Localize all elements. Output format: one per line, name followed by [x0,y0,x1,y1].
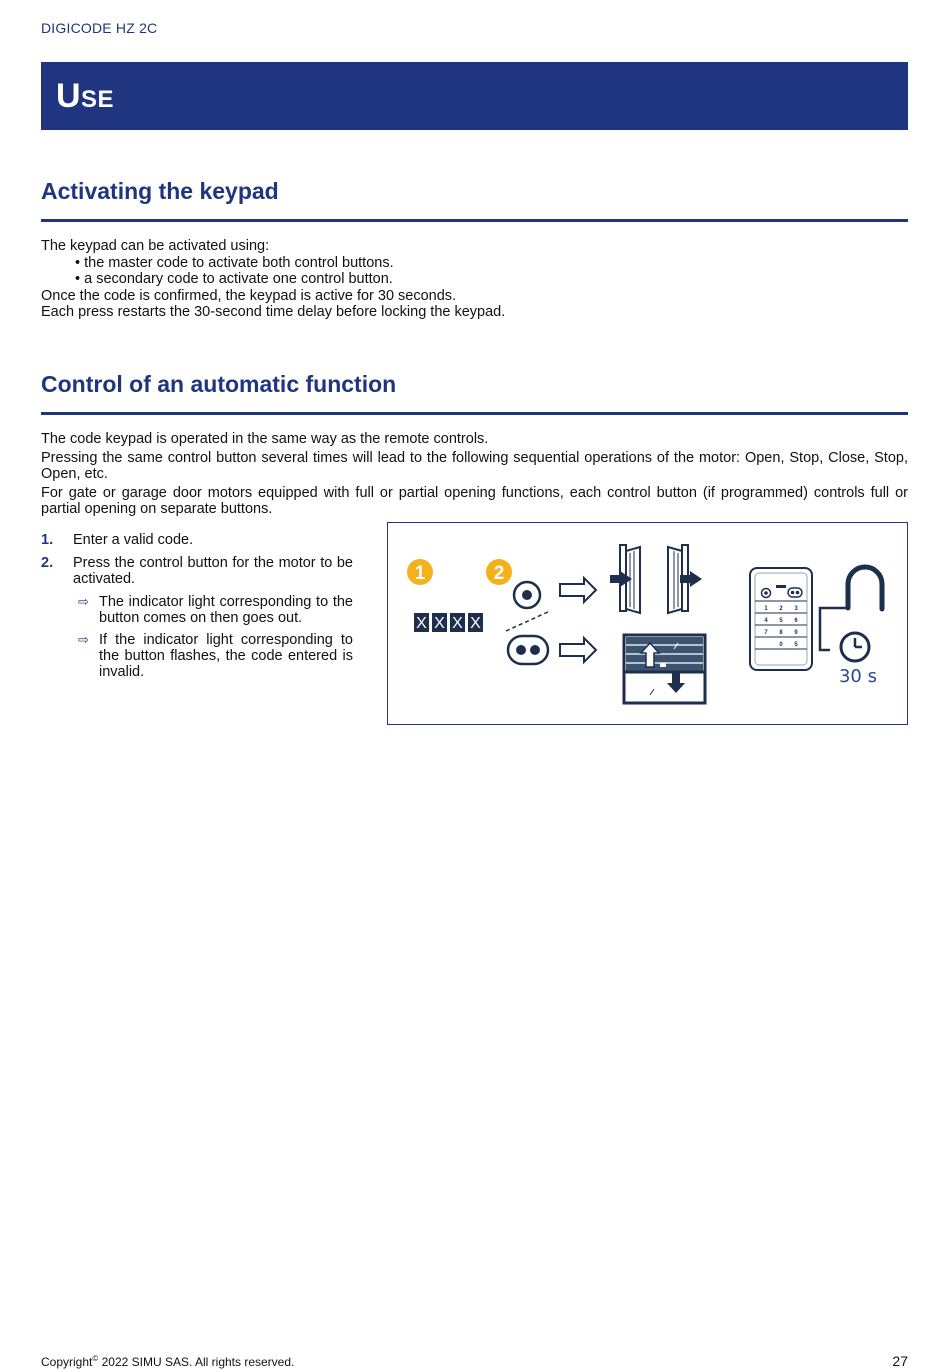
garage-door-icon [624,635,705,703]
document-header: DIGICODE HZ 2C [41,20,158,36]
keypad-device-icon [750,568,812,670]
banner-title: Use [56,77,115,115]
outline-arrow-icon [560,638,596,662]
dashed-divider [506,611,550,631]
control-text [41,431,908,518]
step-1 [41,532,353,548]
double-button-icon [508,636,548,664]
substep-text: If the indicator light corresponding to the button flashes, the code entered is invalid. [99,632,353,680]
svg-text:8: 8 [779,630,783,636]
timer-label: 30 s [838,666,878,687]
activating-intro: The keypad can be activated using: [41,238,270,254]
svg-text:1: 1 [414,563,426,584]
svg-text:4: 4 [764,618,768,624]
step-number: 1. [41,532,54,548]
swing-gate-icon [610,545,702,613]
step-2 [41,555,353,587]
section-title-control: Control of an automatic function [41,371,397,397]
copyright-holder: 2022 SIMU SAS. All rights reserved. [98,1355,295,1369]
bullet-secondary-code: • a secondary code to activate one control button. [75,271,393,287]
code-entry-boxes [414,613,483,632]
padlock-timer-icon [820,567,882,661]
activating-text [41,238,908,321]
operation-illustration [387,522,908,725]
substep-2 [41,632,353,680]
svg-text:X: X [434,615,445,632]
activating-line-1: Once the code is confirmed, the keypad is active for 30 seconds. [41,287,457,304]
step-text: Press the control button for the motor to be activated. [73,555,353,587]
steps-list [41,532,353,686]
svg-text:6: 6 [794,618,798,624]
section-banner [41,62,908,130]
section-rule [41,219,908,222]
svg-text:X: X [470,615,481,632]
svg-text:5: 5 [779,618,783,624]
section-rule [41,412,908,415]
svg-text:1: 1 [764,606,768,612]
outline-arrow-icon [560,578,596,602]
illustration-svg [388,523,909,726]
svg-text:2: 2 [779,606,783,612]
copyright-text: Copyright [41,1355,93,1369]
svg-text:X: X [452,615,463,632]
arrow-icon: ⇨ [78,594,89,609]
svg-text:9: 9 [794,630,798,636]
step-text: Enter a valid code. [73,532,194,548]
control-paragraph-1: The code keypad is operated in the same way as the remote controls. [41,431,489,447]
step-badge-1 [407,559,433,585]
svg-text:7: 7 [764,630,768,636]
bullet-master-code: • the master code to activate both control buttons. [75,254,394,271]
svg-text:3: 3 [794,606,798,612]
control-paragraph-2: Pressing the same control button several times will lead to the following sequential operations of the motor: Open, Stop, Close, Stop, Open, etc. [41,449,908,482]
step-number: 2. [41,555,54,571]
svg-text:5: 5 [794,642,798,648]
page-number: 27 [892,1353,908,1369]
arrow-icon: ⇨ [78,632,89,647]
copyright-symbol: © [92,1354,99,1363]
activating-line-2: Each press restarts the 30-second time delay before locking the keypad. [41,304,506,320]
svg-text:2: 2 [493,563,505,584]
substep-text: The indicator light corresponding to the button comes on then goes out. [99,594,353,626]
svg-text:0: 0 [779,642,783,648]
step-badge-2 [486,559,512,585]
substep-1 [41,594,353,626]
svg-text:X: X [416,615,427,632]
section-title-activating: Activating the keypad [41,178,279,204]
single-button-icon [514,582,540,608]
footer-copyright [41,1354,294,1369]
control-paragraph-3: For gate or garage door motors equipped with full or partial opening functions, each control button (if programmed) controls full or partial opening on separate buttons. [41,484,908,517]
